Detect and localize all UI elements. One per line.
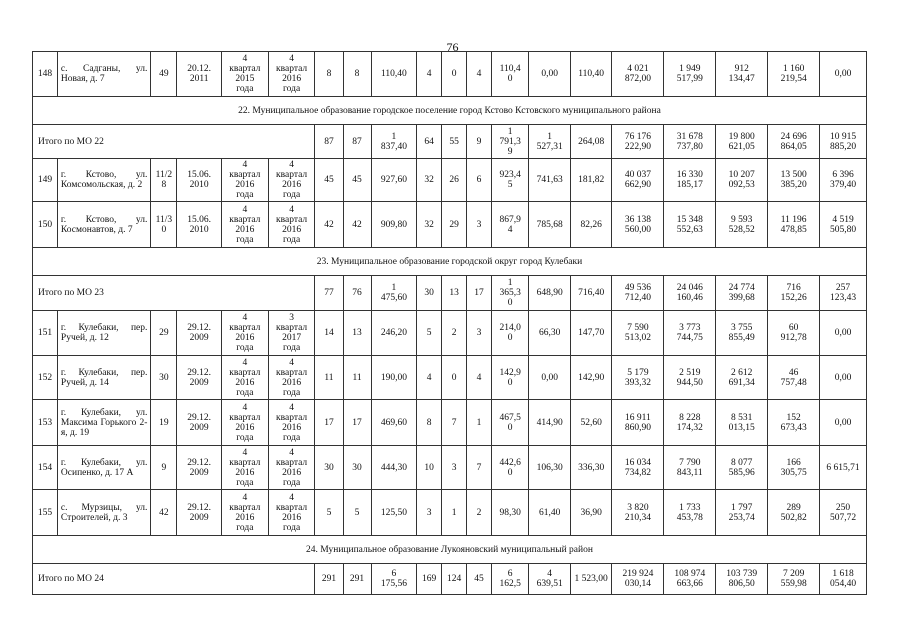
table-row bbox=[33, 202, 867, 248]
col-cost-region: 2 612 691,34 bbox=[716, 356, 768, 400]
col-address: г. Кстово, ул. Космонавтов, д. 7 bbox=[57, 202, 150, 248]
section-row bbox=[33, 536, 867, 564]
col-date: 29.12. 2009 bbox=[177, 400, 222, 446]
col-cost-total: 76 176 222,90 bbox=[612, 125, 664, 159]
col-area-total: 110,40 bbox=[371, 52, 417, 97]
col-area-total: 927,60 bbox=[371, 159, 417, 202]
col-cost-fund: 3 773 744,75 bbox=[664, 311, 716, 356]
col-area-private: 0,00 bbox=[529, 356, 571, 400]
col-residents-total: 14 bbox=[315, 311, 343, 356]
col-row-number: 154 bbox=[33, 446, 58, 490]
col-residents-total: 17 bbox=[315, 400, 343, 446]
col-area-municipal: 82,26 bbox=[570, 202, 612, 248]
col-area-municipal: 336,30 bbox=[570, 446, 612, 490]
col-area-resettled: 1 365,3 0 bbox=[491, 276, 528, 311]
col-cost-local: 24 696 864,05 bbox=[768, 125, 820, 159]
col-date: 29.12. 2009 bbox=[177, 490, 222, 536]
col-date: 29.12. 2009 bbox=[177, 446, 222, 490]
col-plan-start: 4 квартал 2016 года bbox=[222, 446, 269, 490]
col-cost-extra: 10 915 885,20 bbox=[820, 125, 867, 159]
col-row-number: 155 bbox=[33, 490, 58, 536]
col-area-resettled: 214,0 0 bbox=[491, 311, 528, 356]
col-area-municipal: 181,82 bbox=[570, 159, 612, 202]
col-area-municipal: 716,40 bbox=[570, 276, 612, 311]
col-cost-region: 103 739 806,50 bbox=[716, 564, 768, 595]
col-cost-extra: 0,00 bbox=[820, 400, 867, 446]
col-apartments-municipal: 2 bbox=[467, 490, 492, 536]
col-row-number: 150 bbox=[33, 202, 58, 248]
col-apartments-municipal: 4 bbox=[467, 356, 492, 400]
col-cost-fund: 108 974 663,66 bbox=[664, 564, 716, 595]
col-cost-extra: 6 615,71 bbox=[820, 446, 867, 490]
col-area-total: 1 837,40 bbox=[371, 125, 417, 159]
table-row bbox=[33, 311, 867, 356]
col-residents-total: 45 bbox=[315, 159, 343, 202]
col-cost-total: 7 590 513,02 bbox=[612, 311, 664, 356]
col-area-private: 414,90 bbox=[529, 400, 571, 446]
col-cost-fund: 15 348 552,63 bbox=[664, 202, 716, 248]
col-plan-start: 4 квартал 2016 года bbox=[222, 400, 269, 446]
col-address: г. Кстово, ул. Комсомольская, д. 2 bbox=[57, 159, 150, 202]
table-row bbox=[33, 490, 867, 536]
col-apartments-municipal: 3 bbox=[467, 202, 492, 248]
col-inventory-no: 29 bbox=[151, 311, 177, 356]
col-cost-total: 4 021 872,00 bbox=[612, 52, 664, 97]
col-area-private: 1 527,31 bbox=[529, 125, 571, 159]
col-area-resettled: 867,9 4 bbox=[491, 202, 528, 248]
col-residents-resettled: 87 bbox=[343, 125, 371, 159]
col-date: 20.12. 2011 bbox=[177, 52, 222, 97]
col-plan-start: 4 квартал 2016 года bbox=[222, 356, 269, 400]
col-date: 15.06. 2010 bbox=[177, 159, 222, 202]
col-apartments-total: 30 bbox=[417, 276, 442, 311]
col-cost-fund: 1 733 453,78 bbox=[664, 490, 716, 536]
col-cost-local: 152 673,43 bbox=[768, 400, 820, 446]
col-residents-total: 291 bbox=[315, 564, 343, 595]
col-apartments-municipal: 17 bbox=[467, 276, 492, 311]
col-apartments-private: 29 bbox=[442, 202, 467, 248]
page-number: 76 bbox=[446, 40, 459, 54]
col-apartments-total: 32 bbox=[417, 202, 442, 248]
col-address: г. Кулебаки, ул. Осипенко, д. 17 А bbox=[57, 446, 150, 490]
col-plan-start: 4 квартал 2016 года bbox=[222, 202, 269, 248]
col-area-total: 125,50 bbox=[371, 490, 417, 536]
col-area-total: 469,60 bbox=[371, 400, 417, 446]
col-cost-fund: 16 330 185,17 bbox=[664, 159, 716, 202]
col-residents-total: 11 bbox=[315, 356, 343, 400]
col-area-municipal: 264,08 bbox=[570, 125, 612, 159]
total-label: Итого по МО 22 bbox=[33, 125, 315, 159]
col-inventory-no: 11/2 8 bbox=[151, 159, 177, 202]
col-cost-total: 49 536 712,40 bbox=[612, 276, 664, 311]
total-label: Итого по МО 24 bbox=[33, 564, 315, 595]
col-address: г. Кулебаки, пер. Ручей, д. 14 bbox=[57, 356, 150, 400]
col-area-total: 909,80 bbox=[371, 202, 417, 248]
col-area-total: 444,30 bbox=[371, 446, 417, 490]
col-cost-local: 60 912,78 bbox=[768, 311, 820, 356]
section-title: 22. Муниципальное образование городское поселение город Кстово Кстовского муниципального района bbox=[33, 97, 867, 125]
col-cost-total: 3 820 210,34 bbox=[612, 490, 664, 536]
col-cost-total: 40 037 662,90 bbox=[612, 159, 664, 202]
col-cost-local: 46 757,48 bbox=[768, 356, 820, 400]
col-area-resettled: 442,6 0 bbox=[491, 446, 528, 490]
col-cost-fund: 7 790 843,11 bbox=[664, 446, 716, 490]
col-apartments-total: 10 bbox=[417, 446, 442, 490]
col-area-private: 0,00 bbox=[529, 52, 571, 97]
col-apartments-private: 0 bbox=[442, 52, 467, 97]
col-inventory-no: 19 bbox=[151, 400, 177, 446]
total-row bbox=[33, 276, 867, 311]
col-plan-start: 4 квартал 2015 года bbox=[222, 52, 269, 97]
col-cost-local: 166 305,75 bbox=[768, 446, 820, 490]
col-residents-resettled: 45 bbox=[343, 159, 371, 202]
col-cost-extra: 0,00 bbox=[820, 356, 867, 400]
col-area-resettled: 467,5 0 bbox=[491, 400, 528, 446]
col-apartments-private: 3 bbox=[442, 446, 467, 490]
col-cost-extra: 257 123,43 bbox=[820, 276, 867, 311]
col-area-private: 741,63 bbox=[529, 159, 571, 202]
col-address: с. Садганы, ул. Новая, д. 7 bbox=[57, 52, 150, 97]
col-date: 29.12. 2009 bbox=[177, 356, 222, 400]
col-inventory-no: 49 bbox=[151, 52, 177, 97]
col-cost-total: 16 911 860,90 bbox=[612, 400, 664, 446]
col-residents-total: 8 bbox=[315, 52, 343, 97]
col-apartments-total: 32 bbox=[417, 159, 442, 202]
col-area-private: 66,30 bbox=[529, 311, 571, 356]
col-cost-region: 9 593 528,52 bbox=[716, 202, 768, 248]
col-cost-extra: 0,00 bbox=[820, 52, 867, 97]
col-inventory-no: 30 bbox=[151, 356, 177, 400]
col-row-number: 149 bbox=[33, 159, 58, 202]
col-cost-local: 7 209 559,98 bbox=[768, 564, 820, 595]
col-date: 29.12. 2009 bbox=[177, 311, 222, 356]
table-row bbox=[33, 446, 867, 490]
col-inventory-no: 9 bbox=[151, 446, 177, 490]
col-cost-total: 36 138 560,00 bbox=[612, 202, 664, 248]
col-address: г. Кулебаки, ул. Максима Горького 2-я, д. 19 bbox=[57, 400, 150, 446]
col-cost-region: 8 531 013,15 bbox=[716, 400, 768, 446]
col-apartments-total: 169 bbox=[417, 564, 442, 595]
col-area-private: 61,40 bbox=[529, 490, 571, 536]
col-plan-end: 4 квартал 2016 года bbox=[268, 356, 315, 400]
col-cost-region: 1 797 253,74 bbox=[716, 490, 768, 536]
col-apartments-municipal: 3 bbox=[467, 311, 492, 356]
col-area-total: 6 175,56 bbox=[371, 564, 417, 595]
col-cost-local: 289 502,82 bbox=[768, 490, 820, 536]
col-area-resettled: 1 791,3 9 bbox=[491, 125, 528, 159]
col-apartments-total: 5 bbox=[417, 311, 442, 356]
col-row-number: 152 bbox=[33, 356, 58, 400]
table-row bbox=[33, 159, 867, 202]
col-residents-resettled: 291 bbox=[343, 564, 371, 595]
col-apartments-private: 26 bbox=[442, 159, 467, 202]
col-cost-region: 3 755 855,49 bbox=[716, 311, 768, 356]
col-residents-total: 87 bbox=[315, 125, 343, 159]
col-area-resettled: 923,4 5 bbox=[491, 159, 528, 202]
table-row bbox=[33, 52, 867, 97]
col-apartments-municipal: 6 bbox=[467, 159, 492, 202]
housing-table bbox=[32, 51, 867, 595]
col-cost-extra: 6 396 379,40 bbox=[820, 159, 867, 202]
col-cost-fund: 24 046 160,46 bbox=[664, 276, 716, 311]
col-area-municipal: 147,70 bbox=[570, 311, 612, 356]
col-residents-resettled: 17 bbox=[343, 400, 371, 446]
col-apartments-municipal: 1 bbox=[467, 400, 492, 446]
col-apartments-total: 4 bbox=[417, 356, 442, 400]
col-cost-region: 19 800 621,05 bbox=[716, 125, 768, 159]
col-address: с. Мурзицы, ул. Строителей, д. 3 bbox=[57, 490, 150, 536]
col-cost-total: 16 034 734,82 bbox=[612, 446, 664, 490]
total-label: Итого по МО 23 bbox=[33, 276, 315, 311]
table-body bbox=[33, 52, 867, 595]
col-plan-start: 4 квартал 2016 года bbox=[222, 311, 269, 356]
col-cost-fund: 1 949 517,99 bbox=[664, 52, 716, 97]
col-area-municipal: 1 523,00 bbox=[570, 564, 612, 595]
col-cost-total: 219 924 030,14 bbox=[612, 564, 664, 595]
col-area-resettled: 110,4 0 bbox=[491, 52, 528, 97]
col-cost-local: 11 196 478,85 bbox=[768, 202, 820, 248]
col-residents-total: 5 bbox=[315, 490, 343, 536]
col-apartments-private: 13 bbox=[442, 276, 467, 311]
col-area-municipal: 110,40 bbox=[570, 52, 612, 97]
col-cost-extra: 0,00 bbox=[820, 311, 867, 356]
col-plan-end: 4 квартал 2016 года bbox=[268, 490, 315, 536]
col-row-number: 148 bbox=[33, 52, 58, 97]
col-apartments-municipal: 4 bbox=[467, 52, 492, 97]
col-area-private: 4 639,51 bbox=[529, 564, 571, 595]
col-cost-extra: 1 618 054,40 bbox=[820, 564, 867, 595]
col-residents-resettled: 13 bbox=[343, 311, 371, 356]
col-cost-extra: 250 507,72 bbox=[820, 490, 867, 536]
col-residents-resettled: 5 bbox=[343, 490, 371, 536]
col-apartments-total: 64 bbox=[417, 125, 442, 159]
col-cost-region: 10 207 092,53 bbox=[716, 159, 768, 202]
total-row bbox=[33, 125, 867, 159]
col-inventory-no: 11/3 0 bbox=[151, 202, 177, 248]
col-apartments-total: 4 bbox=[417, 52, 442, 97]
col-cost-local: 1 160 219,54 bbox=[768, 52, 820, 97]
col-area-private: 648,90 bbox=[529, 276, 571, 311]
col-date: 15.06. 2010 bbox=[177, 202, 222, 248]
col-cost-extra: 4 519 505,80 bbox=[820, 202, 867, 248]
col-apartments-private: 0 bbox=[442, 356, 467, 400]
col-cost-fund: 31 678 737,80 bbox=[664, 125, 716, 159]
col-row-number: 153 bbox=[33, 400, 58, 446]
col-apartments-municipal: 45 bbox=[467, 564, 492, 595]
col-residents-resettled: 42 bbox=[343, 202, 371, 248]
col-inventory-no: 42 bbox=[151, 490, 177, 536]
section-row bbox=[33, 97, 867, 125]
col-apartments-private: 2 bbox=[442, 311, 467, 356]
col-area-resettled: 142,9 0 bbox=[491, 356, 528, 400]
col-area-municipal: 36,90 bbox=[570, 490, 612, 536]
total-row bbox=[33, 564, 867, 595]
col-residents-resettled: 11 bbox=[343, 356, 371, 400]
col-plan-end: 4 квартал 2016 года bbox=[268, 400, 315, 446]
col-apartments-total: 3 bbox=[417, 490, 442, 536]
table-row bbox=[33, 356, 867, 400]
col-residents-total: 77 bbox=[315, 276, 343, 311]
section-row bbox=[33, 248, 867, 276]
col-area-total: 1 475,60 bbox=[371, 276, 417, 311]
col-cost-fund: 2 519 944,50 bbox=[664, 356, 716, 400]
col-area-resettled: 98,30 bbox=[491, 490, 528, 536]
col-apartments-total: 8 bbox=[417, 400, 442, 446]
col-residents-resettled: 30 bbox=[343, 446, 371, 490]
col-plan-end: 4 квартал 2016 года bbox=[268, 202, 315, 248]
col-cost-region: 8 077 585,96 bbox=[716, 446, 768, 490]
col-apartments-private: 7 bbox=[442, 400, 467, 446]
col-cost-fund: 8 228 174,32 bbox=[664, 400, 716, 446]
col-plan-start: 4 квартал 2016 года bbox=[222, 159, 269, 202]
col-area-resettled: 6 162,5 bbox=[491, 564, 528, 595]
table-row bbox=[33, 400, 867, 446]
col-area-total: 246,20 bbox=[371, 311, 417, 356]
col-apartments-private: 124 bbox=[442, 564, 467, 595]
col-apartments-municipal: 7 bbox=[467, 446, 492, 490]
col-plan-end: 4 квартал 2016 года bbox=[268, 446, 315, 490]
col-apartments-municipal: 9 bbox=[467, 125, 492, 159]
col-area-municipal: 142,90 bbox=[570, 356, 612, 400]
col-cost-region: 912 134,47 bbox=[716, 52, 768, 97]
col-apartments-private: 1 bbox=[442, 490, 467, 536]
col-cost-region: 24 774 399,68 bbox=[716, 276, 768, 311]
col-area-municipal: 52,60 bbox=[570, 400, 612, 446]
col-plan-end: 3 квартал 2017 года bbox=[268, 311, 315, 356]
col-cost-local: 13 500 385,20 bbox=[768, 159, 820, 202]
col-cost-local: 716 152,26 bbox=[768, 276, 820, 311]
col-plan-end: 4 квартал 2016 года bbox=[268, 159, 315, 202]
col-area-private: 785,68 bbox=[529, 202, 571, 248]
col-residents-total: 42 bbox=[315, 202, 343, 248]
col-residents-total: 30 bbox=[315, 446, 343, 490]
col-area-total: 190,00 bbox=[371, 356, 417, 400]
section-title: 23. Муниципальное образование городской округ город Кулебаки bbox=[33, 248, 867, 276]
col-cost-total: 5 179 393,32 bbox=[612, 356, 664, 400]
col-address: г. Кулебаки, пер. Ручей, д. 12 bbox=[57, 311, 150, 356]
col-plan-end: 4 квартал 2016 года bbox=[268, 52, 315, 97]
col-plan-start: 4 квартал 2016 года bbox=[222, 490, 269, 536]
section-title: 24. Муниципальное образование Лукояновский муниципальный район bbox=[33, 536, 867, 564]
col-residents-resettled: 76 bbox=[343, 276, 371, 311]
col-residents-resettled: 8 bbox=[343, 52, 371, 97]
col-apartments-private: 55 bbox=[442, 125, 467, 159]
col-row-number: 151 bbox=[33, 311, 58, 356]
col-area-private: 106,30 bbox=[529, 446, 571, 490]
